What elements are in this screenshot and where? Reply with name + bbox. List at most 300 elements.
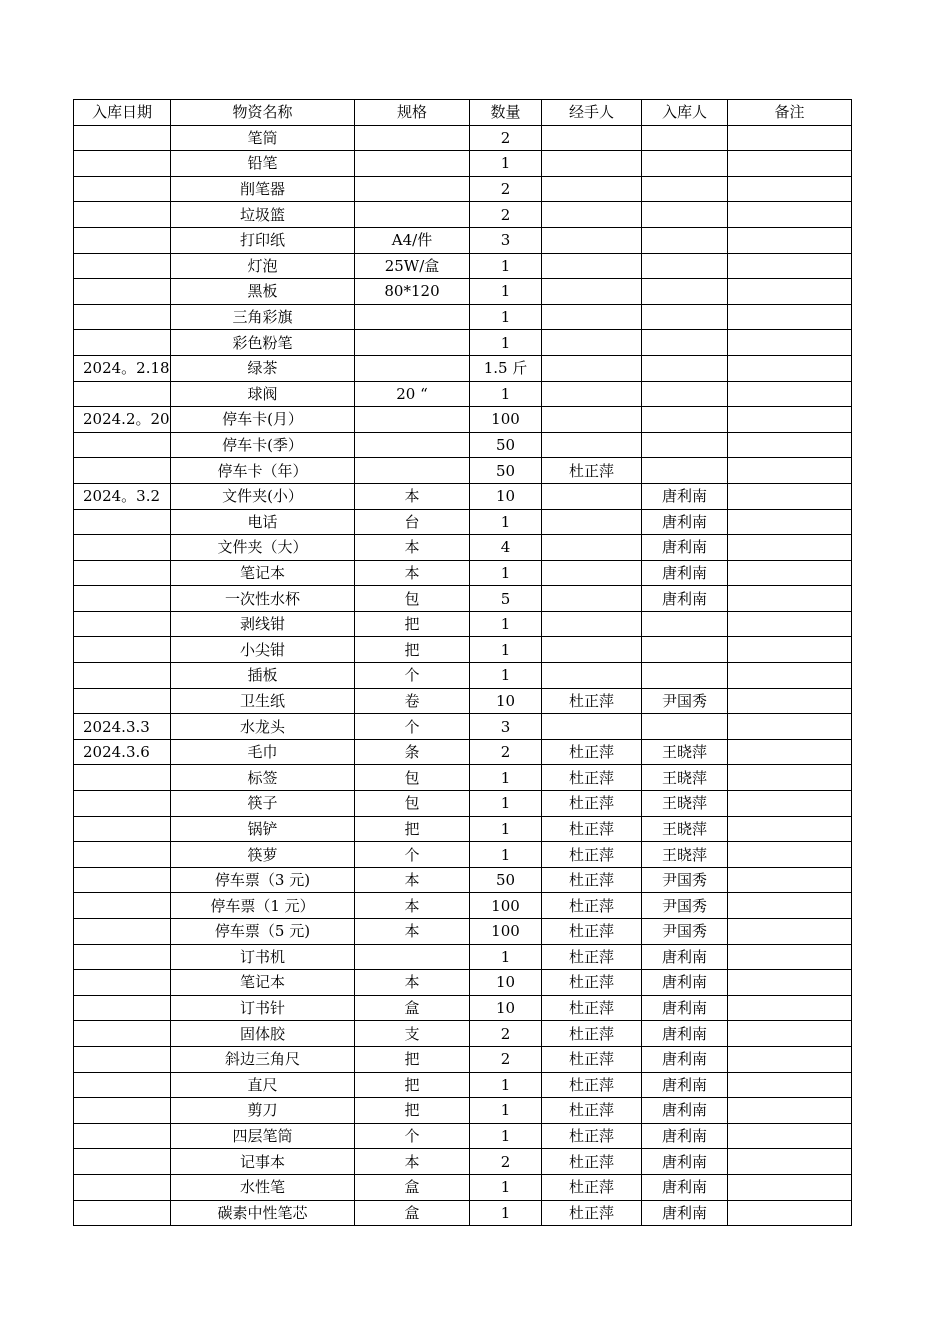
table-row xyxy=(74,279,852,305)
item-name-cell: 球阀 xyxy=(171,381,355,407)
spec-cell: 条 xyxy=(355,739,470,765)
spec-cell: 把 xyxy=(355,1072,470,1098)
table-row xyxy=(74,791,852,817)
remarks-cell xyxy=(728,739,852,765)
spec-cell: 本 xyxy=(355,919,470,945)
table-row xyxy=(74,1200,852,1226)
spec-cell: 把 xyxy=(355,637,470,663)
spec-cell xyxy=(355,355,470,381)
quantity-cell: 2 xyxy=(470,739,542,765)
date-cell xyxy=(74,867,171,893)
receiver-cell xyxy=(642,279,728,305)
spec-cell: 台 xyxy=(355,509,470,535)
receiver-cell xyxy=(642,611,728,637)
table-row xyxy=(74,842,852,868)
remarks-cell xyxy=(728,944,852,970)
spec-cell: 个 xyxy=(355,663,470,689)
table-header-row xyxy=(74,100,852,126)
date-cell xyxy=(74,970,171,996)
quantity-cell: 2 xyxy=(470,1021,542,1047)
quantity-cell: 1 xyxy=(470,1174,542,1200)
remarks-cell xyxy=(728,611,852,637)
receiver-cell: 唐利南 xyxy=(642,1200,728,1226)
handler-cell: 杜正萍 xyxy=(542,765,642,791)
quantity-cell: 1 xyxy=(470,151,542,177)
handler-cell xyxy=(542,432,642,458)
date-cell xyxy=(74,304,171,330)
handler-cell: 杜正萍 xyxy=(542,842,642,868)
receiver-cell xyxy=(642,253,728,279)
handler-cell: 杜正萍 xyxy=(542,919,642,945)
receiver-cell xyxy=(642,432,728,458)
date-cell xyxy=(74,893,171,919)
date-cell xyxy=(74,279,171,305)
item-name-cell: 插板 xyxy=(171,663,355,689)
spec-cell: 包 xyxy=(355,791,470,817)
handler-cell xyxy=(542,176,642,202)
remarks-cell xyxy=(728,458,852,484)
quantity-cell: 10 xyxy=(470,483,542,509)
spec-cell xyxy=(355,176,470,202)
date-cell xyxy=(74,560,171,586)
receiver-cell xyxy=(642,176,728,202)
date-cell xyxy=(74,227,171,253)
remarks-cell xyxy=(728,995,852,1021)
table-row xyxy=(74,1123,852,1149)
receiver-cell: 唐利南 xyxy=(642,586,728,612)
table-row xyxy=(74,893,852,919)
spec-cell: 本 xyxy=(355,535,470,561)
handler-cell: 杜正萍 xyxy=(542,1200,642,1226)
handler-cell: 杜正萍 xyxy=(542,458,642,484)
receiver-cell xyxy=(642,125,728,151)
spec-cell: 卷 xyxy=(355,688,470,714)
quantity-cell: 2 xyxy=(470,176,542,202)
date-cell xyxy=(74,125,171,151)
quantity-cell: 1 xyxy=(470,509,542,535)
spec-cell xyxy=(355,330,470,356)
handler-cell xyxy=(542,304,642,330)
date-cell: 2024。2.18 xyxy=(74,355,171,381)
item-name-cell: 铅笔 xyxy=(171,151,355,177)
item-name-cell: 文件夹(小） xyxy=(171,483,355,509)
quantity-cell: 1 xyxy=(470,1123,542,1149)
remarks-cell xyxy=(728,867,852,893)
item-name-cell: 筷子 xyxy=(171,791,355,817)
item-name-cell: 筷萝 xyxy=(171,842,355,868)
remarks-cell xyxy=(728,1149,852,1175)
table-row xyxy=(74,407,852,433)
remarks-cell xyxy=(728,330,852,356)
receiver-cell xyxy=(642,714,728,740)
remarks-cell xyxy=(728,407,852,433)
spec-cell: 支 xyxy=(355,1021,470,1047)
item-name-cell: 电话 xyxy=(171,509,355,535)
date-cell xyxy=(74,1072,171,1098)
handler-cell xyxy=(542,637,642,663)
quantity-cell: 10 xyxy=(470,970,542,996)
quantity-cell: 1 xyxy=(470,253,542,279)
handler-cell xyxy=(542,407,642,433)
receiver-cell: 尹国秀 xyxy=(642,688,728,714)
receiver-cell xyxy=(642,663,728,689)
table-row xyxy=(74,227,852,253)
remarks-cell xyxy=(728,714,852,740)
table-row xyxy=(74,637,852,663)
table-row xyxy=(74,765,852,791)
quantity-cell: 1.5 斤 xyxy=(470,355,542,381)
spec-cell: 包 xyxy=(355,586,470,612)
header-date: 入库日期 xyxy=(74,100,171,126)
handler-cell: 杜正萍 xyxy=(542,816,642,842)
spec-cell xyxy=(355,432,470,458)
item-name-cell: 彩色粉笔 xyxy=(171,330,355,356)
item-name-cell: 垃圾篮 xyxy=(171,202,355,228)
receiver-cell: 王晓萍 xyxy=(642,765,728,791)
receiver-cell: 唐利南 xyxy=(642,483,728,509)
quantity-cell: 2 xyxy=(470,1046,542,1072)
remarks-cell xyxy=(728,637,852,663)
header-handler: 经手人 xyxy=(542,100,642,126)
remarks-cell xyxy=(728,304,852,330)
remarks-cell xyxy=(728,355,852,381)
remarks-cell xyxy=(728,970,852,996)
date-cell xyxy=(74,1098,171,1124)
receiver-cell: 唐利南 xyxy=(642,944,728,970)
table-row xyxy=(74,1174,852,1200)
spec-cell: 盒 xyxy=(355,1174,470,1200)
table-row xyxy=(74,688,852,714)
item-name-cell: 斜边三角尺 xyxy=(171,1046,355,1072)
spec-cell: A4/件 xyxy=(355,227,470,253)
receiver-cell: 唐利南 xyxy=(642,995,728,1021)
item-name-cell: 剪刀 xyxy=(171,1098,355,1124)
date-cell xyxy=(74,791,171,817)
handler-cell: 杜正萍 xyxy=(542,995,642,1021)
item-name-cell: 停车票（5 元) xyxy=(171,919,355,945)
quantity-cell: 1 xyxy=(470,842,542,868)
receiver-cell: 王晓萍 xyxy=(642,791,728,817)
handler-cell: 杜正萍 xyxy=(542,970,642,996)
date-cell xyxy=(74,1021,171,1047)
spec-cell: 本 xyxy=(355,560,470,586)
spec-cell: 把 xyxy=(355,1046,470,1072)
item-name-cell: 卫生纸 xyxy=(171,688,355,714)
remarks-cell xyxy=(728,1123,852,1149)
receiver-cell xyxy=(642,151,728,177)
item-name-cell: 灯泡 xyxy=(171,253,355,279)
table-row xyxy=(74,125,852,151)
header-spec: 规格 xyxy=(355,100,470,126)
date-cell xyxy=(74,330,171,356)
date-cell xyxy=(74,1200,171,1226)
date-cell xyxy=(74,535,171,561)
remarks-cell xyxy=(728,765,852,791)
quantity-cell: 1 xyxy=(470,330,542,356)
handler-cell xyxy=(542,355,642,381)
handler-cell: 杜正萍 xyxy=(542,739,642,765)
table-row xyxy=(74,458,852,484)
receiver-cell: 唐利南 xyxy=(642,1123,728,1149)
quantity-cell: 50 xyxy=(470,458,542,484)
item-name-cell: 碳素中性笔芯 xyxy=(171,1200,355,1226)
table-row xyxy=(74,151,852,177)
receiver-cell: 尹国秀 xyxy=(642,867,728,893)
remarks-cell xyxy=(728,227,852,253)
receiver-cell xyxy=(642,637,728,663)
table-row xyxy=(74,381,852,407)
handler-cell xyxy=(542,509,642,535)
spec-cell: 个 xyxy=(355,1123,470,1149)
date-cell xyxy=(74,1123,171,1149)
remarks-cell xyxy=(728,535,852,561)
date-cell xyxy=(74,688,171,714)
item-name-cell: 标签 xyxy=(171,765,355,791)
receiver-cell xyxy=(642,227,728,253)
quantity-cell: 1 xyxy=(470,560,542,586)
quantity-cell: 50 xyxy=(470,432,542,458)
handler-cell: 杜正萍 xyxy=(542,1149,642,1175)
table-row xyxy=(74,483,852,509)
handler-cell: 杜正萍 xyxy=(542,1123,642,1149)
receiver-cell: 唐利南 xyxy=(642,1174,728,1200)
quantity-cell: 1 xyxy=(470,1098,542,1124)
table-row xyxy=(74,586,852,612)
handler-cell xyxy=(542,279,642,305)
table-row xyxy=(74,867,852,893)
date-cell xyxy=(74,432,171,458)
date-cell xyxy=(74,1046,171,1072)
table-row xyxy=(74,1046,852,1072)
quantity-cell: 3 xyxy=(470,714,542,740)
handler-cell xyxy=(542,202,642,228)
spec-cell xyxy=(355,202,470,228)
remarks-cell xyxy=(728,1046,852,1072)
quantity-cell: 100 xyxy=(470,893,542,919)
quantity-cell: 1 xyxy=(470,1200,542,1226)
date-cell xyxy=(74,637,171,663)
remarks-cell xyxy=(728,586,852,612)
date-cell xyxy=(74,176,171,202)
spec-cell xyxy=(355,125,470,151)
quantity-cell: 5 xyxy=(470,586,542,612)
table-row xyxy=(74,1072,852,1098)
quantity-cell: 100 xyxy=(470,919,542,945)
spec-cell: 个 xyxy=(355,842,470,868)
item-name-cell: 笔筒 xyxy=(171,125,355,151)
table-row xyxy=(74,970,852,996)
spec-cell xyxy=(355,944,470,970)
item-name-cell: 订书机 xyxy=(171,944,355,970)
item-name-cell: 记事本 xyxy=(171,1149,355,1175)
remarks-cell xyxy=(728,663,852,689)
handler-cell: 杜正萍 xyxy=(542,791,642,817)
table-row xyxy=(74,995,852,1021)
item-name-cell: 绿茶 xyxy=(171,355,355,381)
handler-cell xyxy=(542,151,642,177)
date-cell: 2024。3.2 xyxy=(74,483,171,509)
spec-cell: 80*120 xyxy=(355,279,470,305)
handler-cell: 杜正萍 xyxy=(542,1072,642,1098)
item-name-cell: 笔记本 xyxy=(171,560,355,586)
handler-cell xyxy=(542,483,642,509)
remarks-cell xyxy=(728,381,852,407)
header-remarks: 备注 xyxy=(728,100,852,126)
date-cell xyxy=(74,944,171,970)
table-row xyxy=(74,611,852,637)
receiver-cell: 王晓萍 xyxy=(642,842,728,868)
item-name-cell: 水龙头 xyxy=(171,714,355,740)
date-cell xyxy=(74,611,171,637)
date-cell xyxy=(74,1174,171,1200)
date-cell xyxy=(74,1149,171,1175)
spec-cell xyxy=(355,407,470,433)
receiver-cell: 唐利南 xyxy=(642,509,728,535)
receiver-cell: 王晓萍 xyxy=(642,739,728,765)
quantity-cell: 10 xyxy=(470,688,542,714)
remarks-cell xyxy=(728,1072,852,1098)
remarks-cell xyxy=(728,816,852,842)
remarks-cell xyxy=(728,202,852,228)
spec-cell xyxy=(355,458,470,484)
table-row xyxy=(74,176,852,202)
item-name-cell: 三角彩旗 xyxy=(171,304,355,330)
header-quantity: 数量 xyxy=(470,100,542,126)
item-name-cell: 削笔器 xyxy=(171,176,355,202)
remarks-cell xyxy=(728,1174,852,1200)
spec-cell: 本 xyxy=(355,1149,470,1175)
handler-cell: 杜正萍 xyxy=(542,893,642,919)
item-name-cell: 一次性水杯 xyxy=(171,586,355,612)
spec-cell: 把 xyxy=(355,1098,470,1124)
remarks-cell xyxy=(728,253,852,279)
quantity-cell: 2 xyxy=(470,1149,542,1175)
handler-cell xyxy=(542,330,642,356)
receiver-cell xyxy=(642,304,728,330)
item-name-cell: 文件夹（大） xyxy=(171,535,355,561)
item-name-cell: 黑板 xyxy=(171,279,355,305)
date-cell xyxy=(74,458,171,484)
spec-cell: 盒 xyxy=(355,1200,470,1226)
remarks-cell xyxy=(728,1200,852,1226)
item-name-cell: 小尖钳 xyxy=(171,637,355,663)
quantity-cell: 1 xyxy=(470,637,542,663)
date-cell xyxy=(74,253,171,279)
quantity-cell: 1 xyxy=(470,611,542,637)
date-cell xyxy=(74,919,171,945)
remarks-cell xyxy=(728,560,852,586)
handler-cell: 杜正萍 xyxy=(542,688,642,714)
table-row xyxy=(74,1021,852,1047)
spec-cell: 包 xyxy=(355,765,470,791)
table-row xyxy=(74,714,852,740)
spec-cell: 把 xyxy=(355,611,470,637)
spec-cell xyxy=(355,151,470,177)
table-row xyxy=(74,663,852,689)
receiver-cell: 尹国秀 xyxy=(642,919,728,945)
handler-cell: 杜正萍 xyxy=(542,867,642,893)
receiver-cell: 唐利南 xyxy=(642,560,728,586)
date-cell xyxy=(74,995,171,1021)
remarks-cell xyxy=(728,1021,852,1047)
spec-cell: 盒 xyxy=(355,995,470,1021)
receiver-cell xyxy=(642,330,728,356)
quantity-cell: 1 xyxy=(470,791,542,817)
item-name-cell: 笔记本 xyxy=(171,970,355,996)
quantity-cell: 4 xyxy=(470,535,542,561)
handler-cell xyxy=(542,227,642,253)
spec-cell: 本 xyxy=(355,867,470,893)
item-name-cell: 停车票（3 元) xyxy=(171,867,355,893)
date-cell xyxy=(74,151,171,177)
quantity-cell: 1 xyxy=(470,279,542,305)
date-cell xyxy=(74,816,171,842)
handler-cell: 杜正萍 xyxy=(542,1174,642,1200)
receiver-cell xyxy=(642,202,728,228)
date-cell: 2024.3.6 xyxy=(74,739,171,765)
quantity-cell: 50 xyxy=(470,867,542,893)
quantity-cell: 1 xyxy=(470,816,542,842)
table-row xyxy=(74,1098,852,1124)
quantity-cell: 1 xyxy=(470,1072,542,1098)
handler-cell xyxy=(542,381,642,407)
table-row xyxy=(74,330,852,356)
item-name-cell: 停车卡(季） xyxy=(171,432,355,458)
header-receiver: 入库人 xyxy=(642,100,728,126)
spec-cell: 把 xyxy=(355,816,470,842)
item-name-cell: 剥线钳 xyxy=(171,611,355,637)
item-name-cell: 停车卡（年） xyxy=(171,458,355,484)
spec-cell xyxy=(355,304,470,330)
remarks-cell xyxy=(728,125,852,151)
remarks-cell xyxy=(728,1098,852,1124)
spec-cell: 25W/盒 xyxy=(355,253,470,279)
quantity-cell: 2 xyxy=(470,125,542,151)
table-row xyxy=(74,816,852,842)
item-name-cell: 打印纸 xyxy=(171,227,355,253)
remarks-cell xyxy=(728,151,852,177)
item-name-cell: 锅铲 xyxy=(171,816,355,842)
handler-cell xyxy=(542,611,642,637)
remarks-cell xyxy=(728,279,852,305)
spec-cell: 本 xyxy=(355,893,470,919)
date-cell xyxy=(74,381,171,407)
item-name-cell: 直尺 xyxy=(171,1072,355,1098)
handler-cell xyxy=(542,586,642,612)
quantity-cell: 2 xyxy=(470,202,542,228)
date-cell: 2024.2。20 xyxy=(74,407,171,433)
handler-cell: 杜正萍 xyxy=(542,1098,642,1124)
table-row xyxy=(74,560,852,586)
receiver-cell: 唐利南 xyxy=(642,1021,728,1047)
receiver-cell: 唐利南 xyxy=(642,535,728,561)
inventory-table xyxy=(73,99,852,1226)
handler-cell: 杜正萍 xyxy=(542,1046,642,1072)
quantity-cell: 1 xyxy=(470,765,542,791)
remarks-cell xyxy=(728,791,852,817)
table-row xyxy=(74,253,852,279)
receiver-cell: 唐利南 xyxy=(642,1149,728,1175)
quantity-cell: 1 xyxy=(470,663,542,689)
receiver-cell: 唐利南 xyxy=(642,1098,728,1124)
remarks-cell xyxy=(728,893,852,919)
receiver-cell: 王晓萍 xyxy=(642,816,728,842)
item-name-cell: 四层笔筒 xyxy=(171,1123,355,1149)
handler-cell: 杜正萍 xyxy=(542,1021,642,1047)
receiver-cell: 唐利南 xyxy=(642,970,728,996)
table-row xyxy=(74,944,852,970)
spec-cell: 本 xyxy=(355,483,470,509)
